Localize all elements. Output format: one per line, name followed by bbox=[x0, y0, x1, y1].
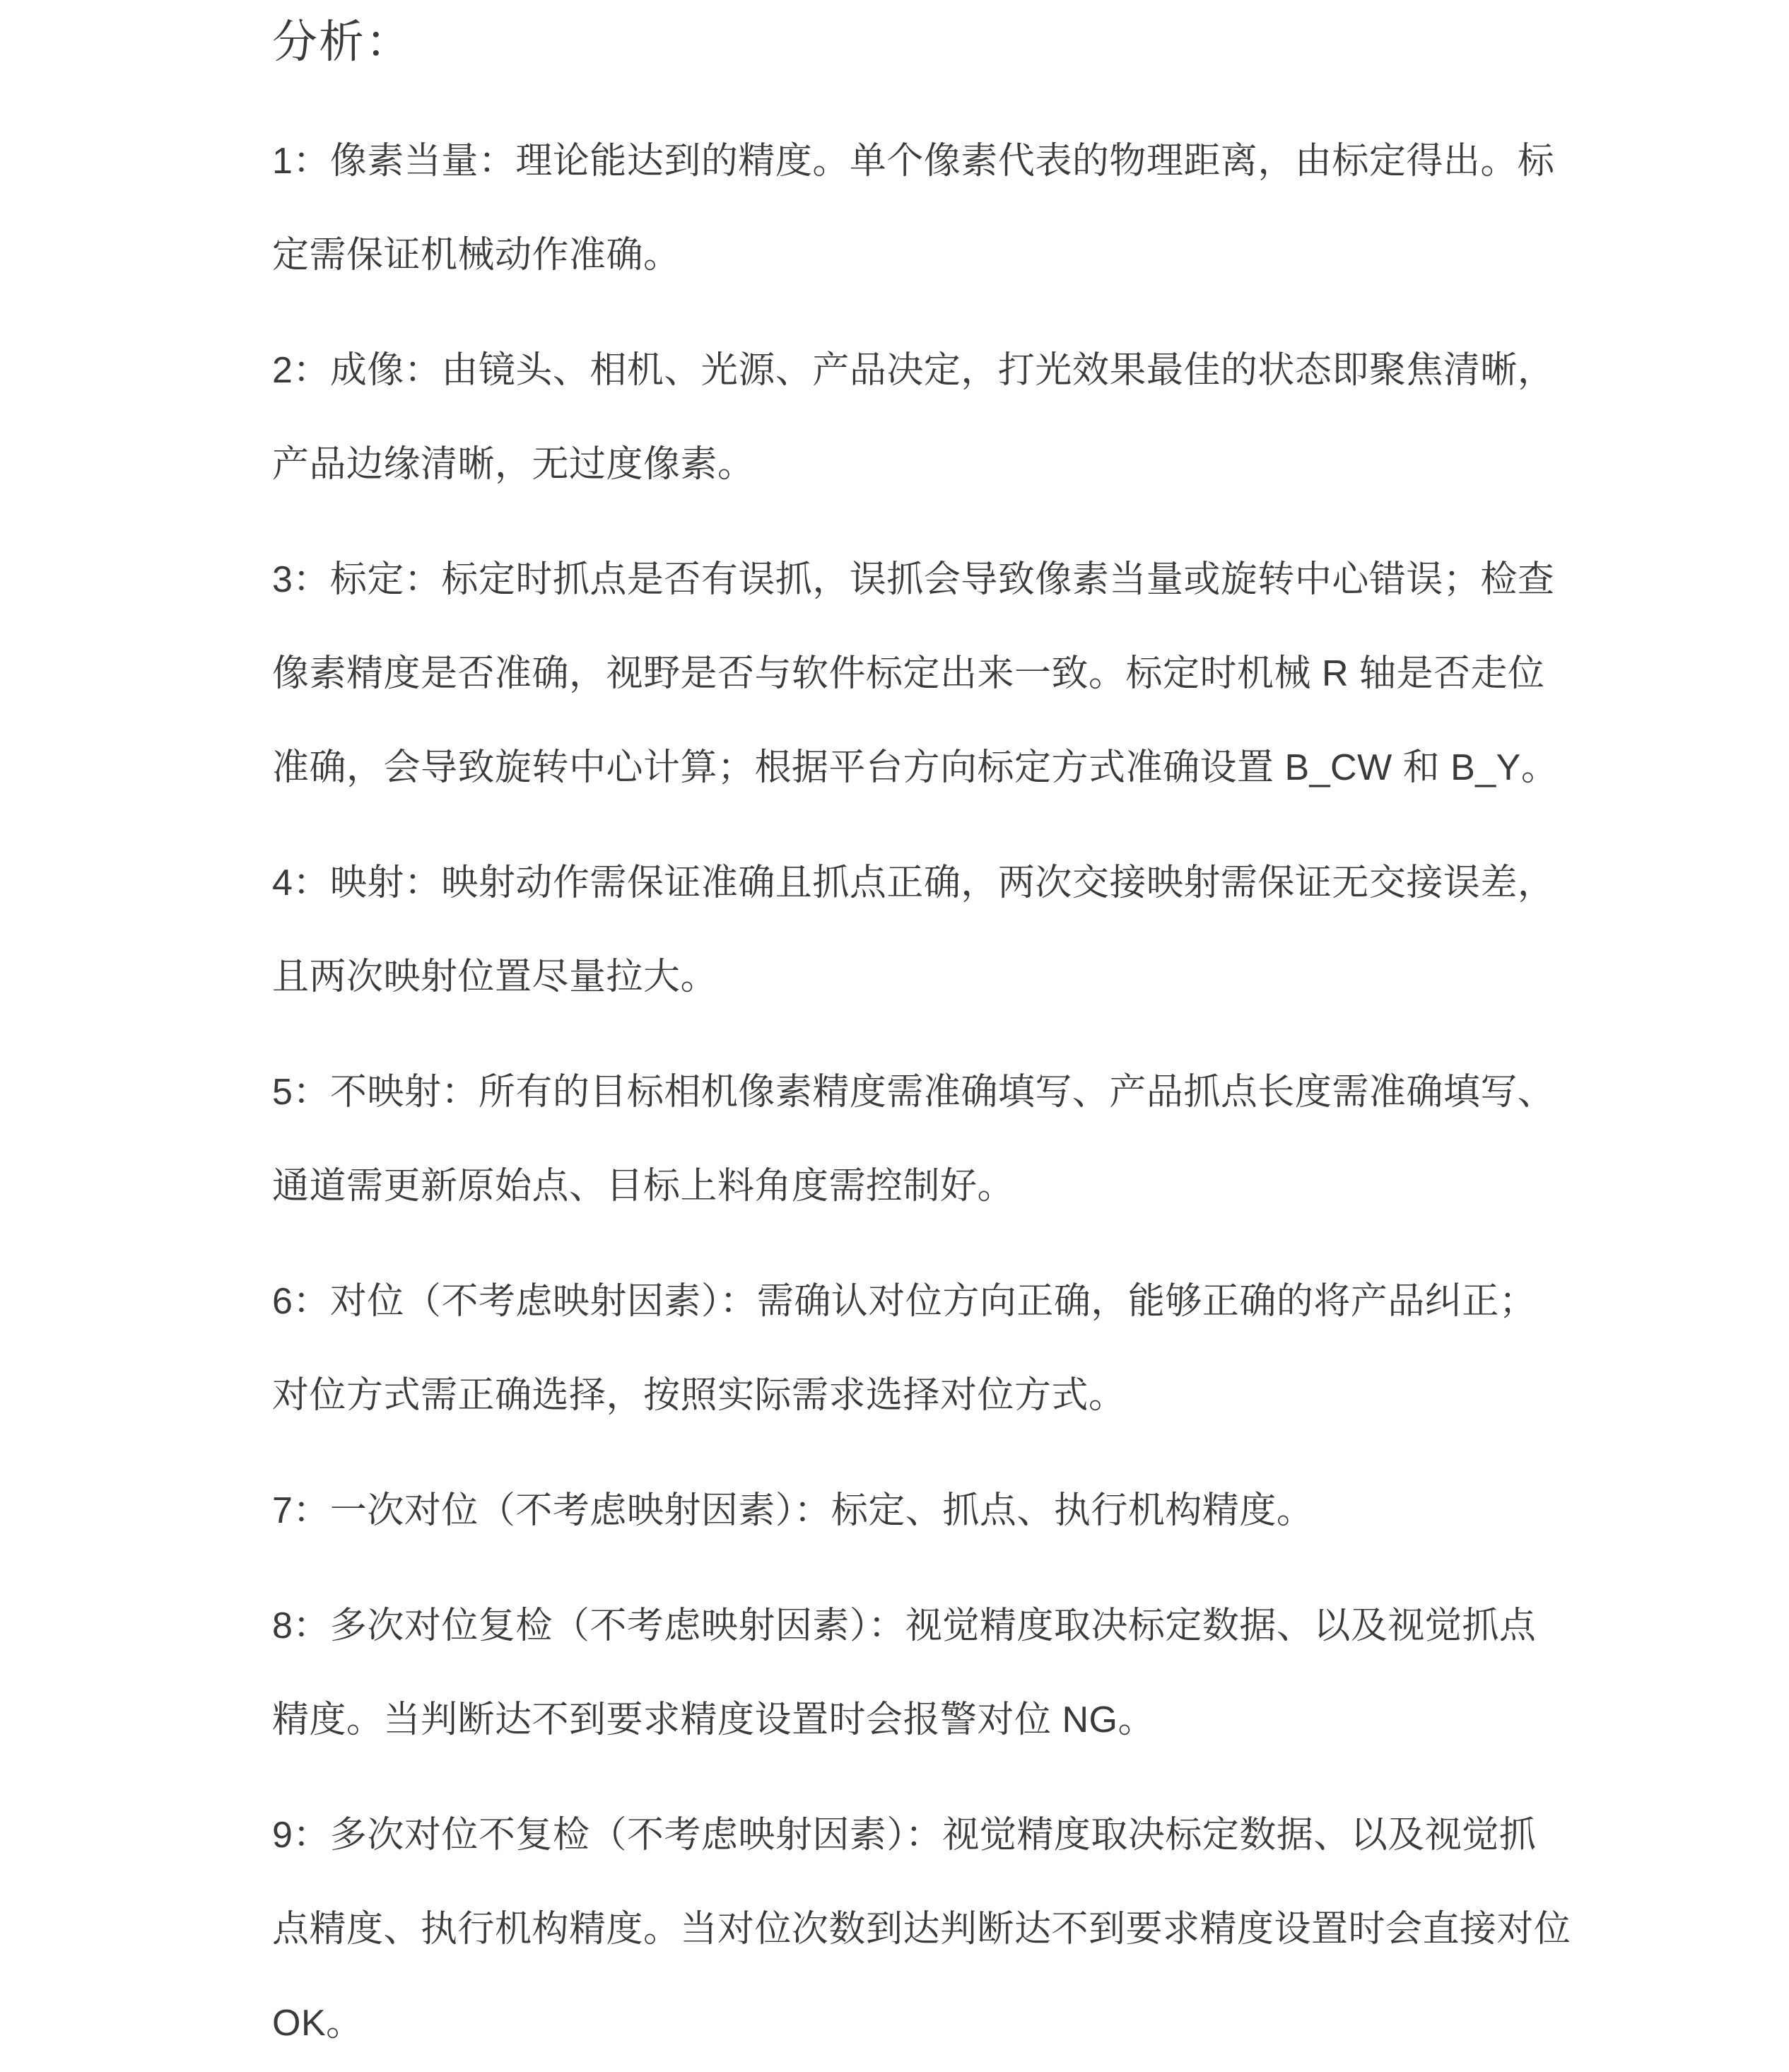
paragraph-line: 准确，会导致旋转中心计算；根据平台方向标定方式准确设置 B_CW 和 B_Y。 bbox=[272, 747, 1559, 788]
paragraph bbox=[272, 1464, 1556, 1558]
paragraph-line: 5：不映射：所有的目标相机像素精度需准确填写、产品抓点长度需准确填写、 bbox=[272, 1072, 1555, 1113]
paragraph bbox=[272, 1046, 1556, 1234]
document-title: 分析： bbox=[272, 16, 412, 67]
paragraph-line: 7：一次对位（不考虑映射因素）：标定、抓点、执行机构精度。 bbox=[272, 1490, 1314, 1531]
paragraph-line: 1：像素当量：理论能达到的精度。单个像素代表的物理距离，由标定得出。标 bbox=[272, 141, 1555, 182]
paragraph-line: 通道需更新原始点、目标上料角度需控制好。 bbox=[272, 1166, 1015, 1207]
paragraph bbox=[272, 1255, 1556, 1443]
paragraph bbox=[272, 115, 1556, 303]
paragraph-line: 定需保证机械动作准确。 bbox=[272, 235, 681, 276]
paragraph bbox=[272, 533, 1559, 815]
paragraph-line: 3：标定：标定时抓点是否有误抓，误抓会导致像素当量或旋转中心错误；检查 bbox=[272, 559, 1555, 600]
paragraph-line: 产品边缘清晰，无过度像素。 bbox=[272, 444, 755, 485]
paragraph-line: OK。 bbox=[272, 2003, 363, 2044]
paragraph-list bbox=[272, 115, 1571, 2071]
paragraph bbox=[272, 324, 1556, 512]
paragraph-line: 点精度、执行机构精度。当对位次数到达判断达不到要求精度设置时会直接对位 bbox=[272, 1909, 1571, 1950]
paragraph bbox=[272, 1789, 1571, 2071]
paragraph-line: 像素精度是否准确，视野是否与软件标定出来一致。标定时机械 R 轴是否走位 bbox=[272, 653, 1545, 694]
paragraph-line: 2：成像：由镜头、相机、光源、产品决定，打光效果最佳的状态即聚焦清晰， bbox=[272, 350, 1555, 391]
paragraph-line: 精度。当判断达不到要求精度设置时会报警对位 NG。 bbox=[272, 1699, 1155, 1740]
paragraph-line: 6：对位（不考虑映射因素）：需确认对位方向正确，能够正确的将产品纠正； bbox=[272, 1281, 1537, 1322]
paragraph bbox=[272, 1579, 1556, 1767]
paragraph-line: 8：多次对位复检（不考虑映射因素）：视觉精度取决标定数据、以及视觉抓点 bbox=[272, 1605, 1537, 1646]
paragraph-line: 4：映射：映射动作需保证准确且抓点正确，两次交接映射需保证无交接误差， bbox=[272, 862, 1555, 903]
paragraph bbox=[272, 836, 1556, 1024]
paragraph-line: 且两次映射位置尽量拉大。 bbox=[272, 956, 718, 997]
paragraph-line: 对位方式需正确选择，按照实际需求选择对位方式。 bbox=[272, 1375, 1126, 1416]
paragraph-line: 9：多次对位不复检（不考虑映射因素）：视觉精度取决标定数据、以及视觉抓 bbox=[272, 1815, 1537, 1856]
